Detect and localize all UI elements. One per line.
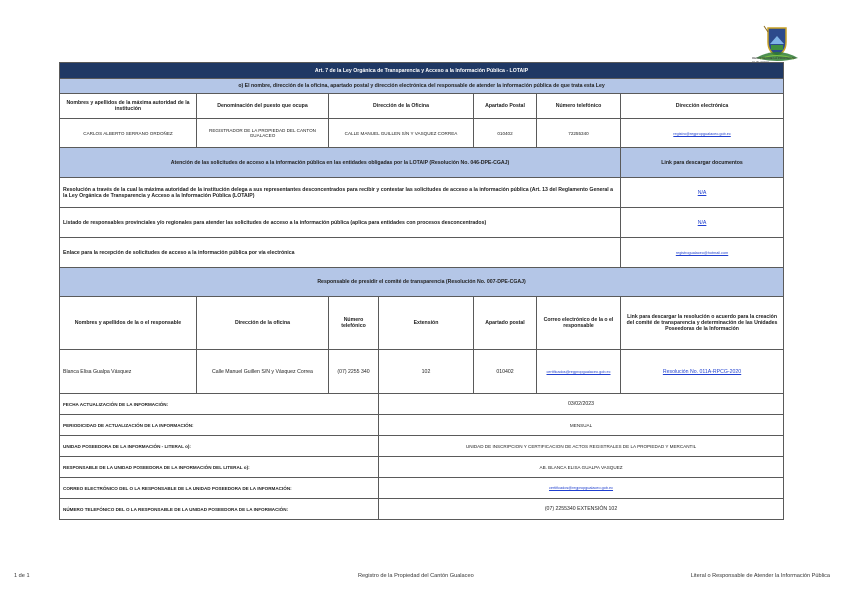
s3-resolution-link[interactable]: Resolución No. 011A-RPCG-2020 <box>621 350 784 394</box>
info-label-unit: UNIDAD POSEEDORA DE LA INFORMACIÓN - LITERAL o): <box>60 436 379 457</box>
s3-col-phone: Número telefónico <box>329 297 379 350</box>
s2-row-1-link[interactable]: N/A <box>621 178 784 208</box>
info-label-date: FECHA ACTUALIZACIÓN DE LA INFORMACIÓN: <box>60 394 379 415</box>
s1-authority-name: CARLOS ALBERTO SERRANO ORDOÑEZ <box>60 119 197 148</box>
s3-col-extension: Extensión <box>379 297 474 350</box>
s2-title: Atención de las solicitudes de acceso a la información pública en las entidades obligadas por la LOTAIP (Resolución No. 046-DPE-CGAJ) <box>60 148 621 178</box>
lotaip-table <box>59 62 784 520</box>
s2-link-header: Link para descargar documentos <box>621 148 784 178</box>
s3-col-name: Nombres y apellidos de la o el responsable <box>60 297 197 350</box>
s3-extension: 102 <box>379 350 474 394</box>
s1-col-postal: Apartado Postal <box>474 94 537 119</box>
info-value-responsible: AB. BLANCA ELISA GUALPA VASQUEZ <box>379 457 784 478</box>
info-value-unit: UNIDAD DE INSCRIPCION Y CERTIFICACION DE ACTOS REGISTRALES DE LA PROPIEDAD Y MERCANTIL <box>379 436 784 457</box>
s3-email-link[interactable]: certificados@regpropgualaceo.gob.ec <box>537 350 621 394</box>
s1-col-email: Dirección electrónica <box>621 94 784 119</box>
s1-office-address: CALLE MANUEL GUILLEN S/N Y VASQUEZ CORREA <box>329 119 474 148</box>
footer-literal: Literal o Responsable de Atender la Información Pública <box>690 573 830 579</box>
s2-row-3-text: Enlace para la recepción de solicitudes de acceso a la información pública por vía electrónica <box>60 238 621 268</box>
s1-email-link[interactable]: registro@regpropgualaceo.gob.ec <box>621 119 784 148</box>
s3-responsible-name: Blanca Elisa Gualpa Vásquez <box>60 350 197 394</box>
s2-row-3-link[interactable]: registrogualaceo@hotmail.com <box>621 238 784 268</box>
footer-institution: Registro de la Propiedad del Cantón Gualaceo <box>358 573 474 579</box>
s3-title: Responsable de presidir el comité de transparencia (Resolución No. 007-DPE-CGAJ) <box>60 268 784 297</box>
s1-col-address: Dirección de la Oficina <box>329 94 474 119</box>
table-subtitle: o) El nombre, dirección de la oficina, apartado postal y dirección electrónica del responsable de atender la información pública de que trata esta Ley <box>60 79 784 94</box>
s1-phone: 72255340 <box>537 119 621 148</box>
s2-row-1-text: Resolución a través de la cual la máxima autoridad de la institución delega a sus representantes desconcentrados para recibir y contestar las solicitudes de acceso a la información pública (Art. 13 del Reglamento General a la Ley Orgánica de Transparencia y Acceso a la Información Pública (LOTAIP) <box>60 178 621 208</box>
s1-authority-position: REGISTRADOR DE LA PROPIEDAD DEL CANTON GUALACEO <box>197 119 329 148</box>
s3-postal: 010402 <box>474 350 537 394</box>
s2-row-2-text: Listado de responsables provinciales y/o regionales para atender las solicitudes de acceso a la información pública (aplica para entidades con procesos desconcentrados) <box>60 208 621 238</box>
info-value-date: 03/02/2023 <box>379 394 784 415</box>
s1-col-phone: Número telefónico <box>537 94 621 119</box>
s3-col-resolution: Link para descargar la resolución o acuerdo para la creación del comité de transparencia y determinación de las Unidades Poseedoras de la Información <box>621 297 784 350</box>
s3-office-address: Calle Manuel Guillen S/N y Vásquez Correa <box>197 350 329 394</box>
info-value-phone: (07) 2255340 EXTENSIÓN 102 <box>379 499 784 520</box>
table-title: Art. 7 de la Ley Orgánica de Transparencia y Acceso a la Información Pública - LOTAIP <box>60 63 784 79</box>
info-label-phone: NÚMERO TELEFÓNICO DEL O LA RESPONSABLE DE LA UNIDAD POSEEDORA DE LA INFORMACIÓN: <box>60 499 379 520</box>
logo-caption: REGISTRO DE LA PROPIEDAD <box>752 56 796 60</box>
info-label-email: CORREO ELECTRÓNICO DEL O LA RESPONSABLE DE LA UNIDAD POSEEDORA DE LA INFORMACIÓN: <box>60 478 379 499</box>
info-value-email[interactable]: certificados@regpropgualaceo.gob.ec <box>379 478 784 499</box>
s2-row-2-link[interactable]: N/A <box>621 208 784 238</box>
s1-postal-box: 010402 <box>474 119 537 148</box>
s3-col-postal: Apartado postal <box>474 297 537 350</box>
s3-col-address: Dirección de la oficina <box>197 297 329 350</box>
s1-col-name: Nombres y apellidos de la máxima autoridad de la institución <box>60 94 197 119</box>
info-value-periodicity: MENSUAL <box>379 415 784 436</box>
s3-phone: (07) 2255 340 <box>329 350 379 394</box>
s1-col-position: Denominación del puesto que ocupa <box>197 94 329 119</box>
footer-page-number: 1 de 1 <box>14 573 30 579</box>
info-label-periodicity: PERIODICIDAD DE ACTUALIZACIÓN DE LA INFORMACIÓN: <box>60 415 379 436</box>
info-label-responsible: RESPONSABLE DE LA UNIDAD POSEEDORA DE LA INFORMACIÓN DEL LITERAL o): <box>60 457 379 478</box>
s3-col-email: Correo electrónico de la o el responsable <box>537 297 621 350</box>
